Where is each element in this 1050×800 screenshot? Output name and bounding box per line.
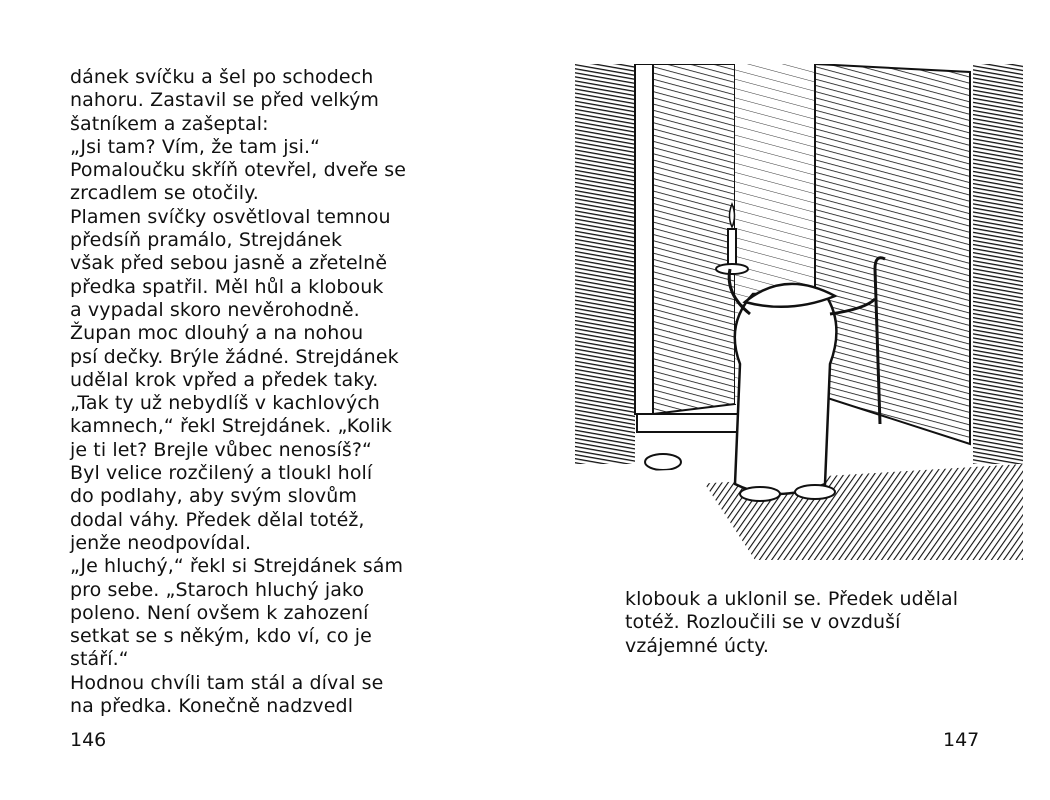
text-line: jenže neodpovídal. xyxy=(70,531,252,554)
text-line: dodal váhy. Předek dělal totéž, xyxy=(70,508,365,531)
text-line: klobouk a uklonil se. Předek udělal xyxy=(625,588,959,610)
text-line: do podlahy, aby svým slovům xyxy=(70,485,357,508)
left-page-text xyxy=(70,66,406,718)
text-line: pro sebe. „Staroch hluchý jako xyxy=(70,578,365,601)
text-line: Župan moc dlouhý a na nohou xyxy=(70,322,364,345)
text-line: „Tak ty už nebydlíš v kachlových xyxy=(70,392,380,415)
text-line: psí dečky. Brýle žádné. Strejdánek xyxy=(70,345,399,368)
text-line: „Je hluchý,“ řekl si Strejdánek sám xyxy=(70,555,404,578)
text-line: předka spatřil. Měl hůl a klobouk xyxy=(70,275,384,298)
text-line: „Jsi tam? Vím, že tam jsi.“ xyxy=(70,135,321,158)
text-line: dánek svíčku a šel po schodech xyxy=(70,66,374,88)
page-number-left: 146 xyxy=(70,729,107,751)
text-line: stáří.“ xyxy=(70,648,129,671)
page-number-right: 147 xyxy=(943,729,980,751)
text-line: předsíň pramálo, Strejdánek xyxy=(70,229,343,252)
text-line: na předka. Konečně nadzvedl xyxy=(70,695,354,718)
text-line: nahoru. Zastavil se před velkým xyxy=(70,89,380,112)
text-line: šatníkem a zašeptal: xyxy=(70,112,269,135)
text-line: kamnech,“ řekl Strejdánek. „Kolik xyxy=(70,415,392,438)
text-line: poleno. Není ovšem k zahození xyxy=(70,601,369,624)
moomin-illustration-icon xyxy=(575,64,1023,560)
text-line: Pomaloučku skříň otevřel, dveře se xyxy=(70,159,407,182)
text-line: Hodnou chvíli tam stál a díval se xyxy=(70,671,384,694)
right-page xyxy=(525,0,1050,800)
text-line: vzájemné úcty. xyxy=(625,634,770,657)
text-line: totéž. Rozloučili se v ovzduší xyxy=(625,611,901,634)
text-line: Plamen svíčky osvětloval temnou xyxy=(70,205,391,228)
text-line: však před sebou jasně a zřetelně xyxy=(70,252,388,275)
text-line: udělal krok vpřed a předek taky. xyxy=(70,368,379,391)
text-line: Byl velice rozčilený a tloukl holí xyxy=(70,462,373,485)
right-page-text xyxy=(625,588,958,658)
text-line: a vypadal skoro nevěrohodně. xyxy=(70,298,360,321)
text-line: je ti let? Brejle vůbec nenosíš?“ xyxy=(70,438,372,461)
text-line: zrcadlem se otočily. xyxy=(70,182,259,205)
text-line: setkat se s někým, kdo ví, co je xyxy=(70,625,372,648)
